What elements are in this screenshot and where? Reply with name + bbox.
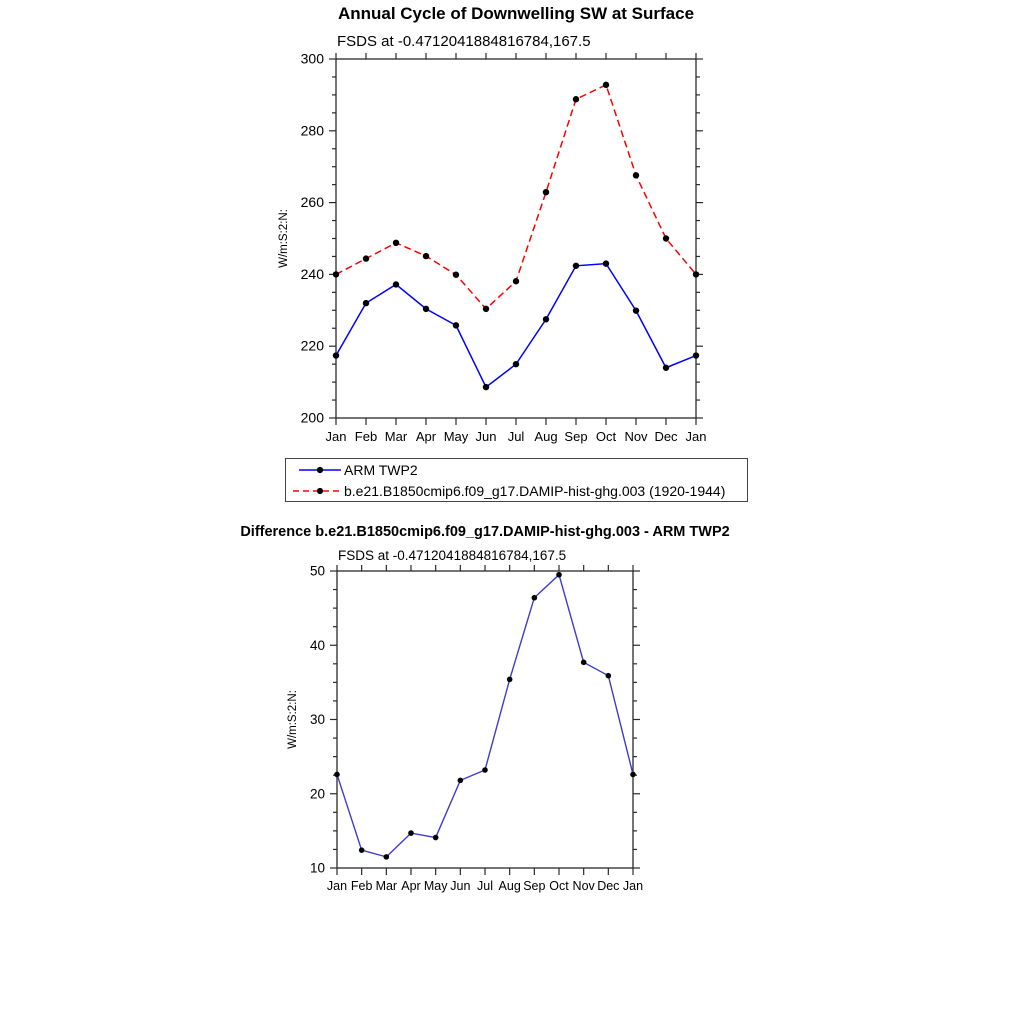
svg-text:Jan: Jan: [685, 429, 707, 444]
svg-text:Apr: Apr: [401, 879, 421, 893]
chart-2-series-0-line: [337, 575, 633, 857]
svg-text:30: 30: [309, 712, 325, 727]
svg-text:Oct: Oct: [595, 429, 617, 444]
chart-1-axes-ticks: [329, 53, 703, 425]
chart-2-axes-ticks: [330, 565, 640, 875]
svg-text:Mar: Mar: [375, 879, 398, 893]
chart-2-plot: [287, 564, 643, 894]
chart-1-plot: [278, 51, 706, 445]
chart1-subtitle: FSDS at -0.4712041884816784,167.5: [337, 33, 591, 50]
svg-text:Jun: Jun: [450, 879, 471, 893]
svg-text:Jan: Jan: [325, 429, 347, 444]
svg-text:Jul: Jul: [507, 429, 525, 444]
chart-1-series-1-markers: [333, 82, 699, 312]
chart1-title: Annual Cycle of Downwelling SW at Surface: [337, 4, 695, 23]
svg-text:Feb: Feb: [350, 879, 373, 893]
svg-text:Nov: Nov: [624, 429, 648, 444]
svg-text:May: May: [443, 429, 469, 444]
svg-text:200: 200: [300, 409, 324, 426]
chart-1-ytick-labels: [301, 51, 325, 426]
legend-label-arm-twp2: ARM TWP2: [344, 461, 418, 478]
chart-2-series-0-markers: [334, 572, 636, 860]
chart-2-ylabel: W/m:S:2:N:: [287, 690, 299, 749]
svg-text:Feb: Feb: [354, 429, 378, 444]
svg-text:Dec: Dec: [597, 879, 620, 893]
svg-text:Jan: Jan: [622, 879, 644, 893]
chart-2-ytick-labels: [310, 564, 325, 876]
svg-text:Oct: Oct: [549, 879, 569, 893]
svg-text:Jan: Jan: [326, 879, 348, 893]
svg-text:Jul: Jul: [477, 879, 493, 893]
svg-text:Apr: Apr: [415, 429, 437, 444]
svg-text:Dec: Dec: [654, 429, 678, 444]
chart-1-xtick-labels: [326, 429, 707, 444]
svg-text:40: 40: [309, 637, 325, 653]
svg-text:300: 300: [300, 50, 324, 67]
svg-text:May: May: [423, 879, 448, 893]
chart2-subtitle: FSDS at -0.4712041884816784,167.5: [338, 548, 567, 563]
legend-item-arm-twp2: [286, 459, 747, 480]
svg-text:20: 20: [309, 786, 325, 802]
chart-1-series-1-line: [336, 85, 696, 309]
legend-sample-dashed-line-icon: [293, 486, 343, 496]
svg-text:240: 240: [300, 265, 324, 282]
legend: [285, 458, 748, 502]
legend-sample-solid-line-icon: [293, 465, 343, 475]
legend-item-model: [286, 480, 747, 501]
svg-text:10: 10: [309, 860, 325, 876]
legend-label-model: b.e21.B1850cmip6.f09_g17.DAMIP-hist-ghg.003 (1920-1944): [344, 482, 726, 499]
svg-text:Aug: Aug: [498, 879, 521, 893]
chart2-title: Difference b.e21.B1850cmip6.f09_g17.DAMIP-hist-ghg.003 - ARM TWP2: [240, 524, 730, 540]
svg-text:280: 280: [300, 122, 324, 139]
svg-text:260: 260: [300, 194, 324, 211]
svg-text:Mar: Mar: [384, 429, 408, 444]
chart-1-ylabel: W/m:S:2:N:: [278, 209, 290, 268]
svg-text:Sep: Sep: [564, 429, 588, 444]
chart-2-xtick-labels: [327, 879, 643, 893]
svg-text:Aug: Aug: [534, 429, 558, 444]
svg-text:Sep: Sep: [523, 879, 546, 893]
svg-text:50: 50: [309, 563, 325, 579]
svg-text:Jun: Jun: [475, 429, 497, 444]
svg-text:Nov: Nov: [572, 879, 595, 893]
svg-text:220: 220: [300, 337, 324, 354]
